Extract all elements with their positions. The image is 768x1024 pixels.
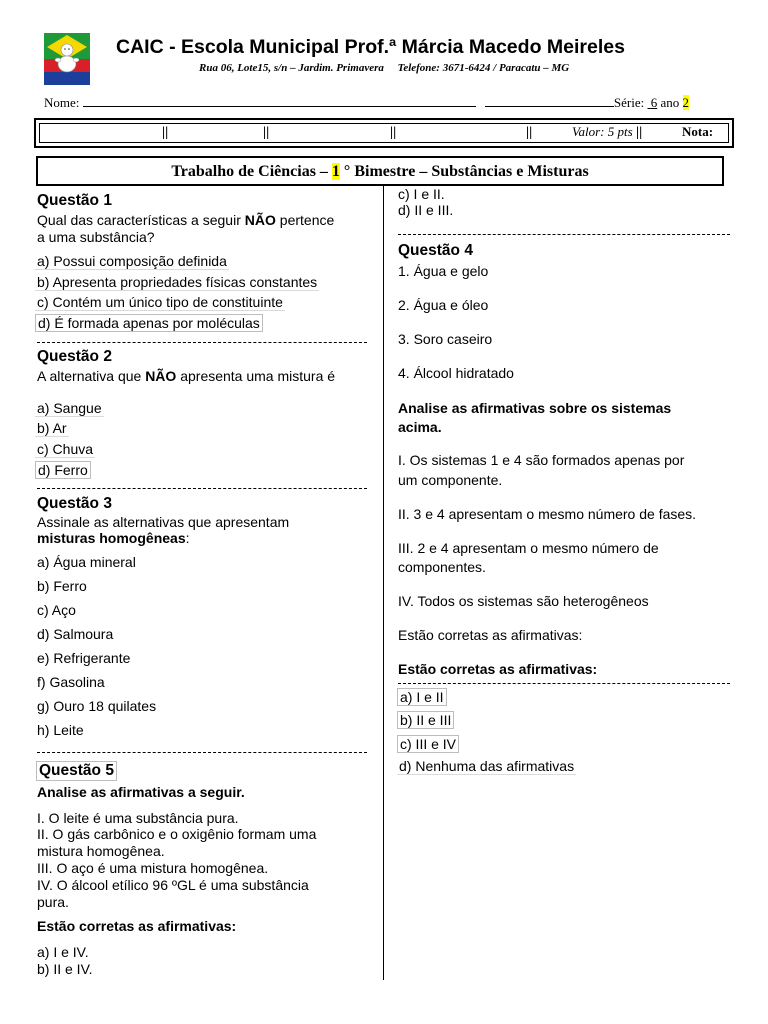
serie-value: 6	[650, 95, 658, 110]
q2-heading: Questão 2	[37, 348, 112, 365]
q3-option-a[interactable]: a) Água mineral	[37, 554, 136, 570]
q3-option-b[interactable]: b) Ferro	[37, 578, 87, 594]
q2-option-d[interactable]: d) Ferro	[35, 461, 91, 479]
school-name: CAIC - Escola Municipal Prof.ª Márcia Macedo Meireles	[116, 36, 625, 58]
title-box	[36, 156, 724, 186]
q4-system: 3. Soro caseiro	[398, 331, 493, 347]
q3-stem-line2: misturas homogêneas:	[37, 530, 190, 546]
field-separator: ||	[162, 125, 169, 140]
valor-label: Valor: 5 pts	[572, 124, 633, 139]
serie-label: Série:	[613, 95, 645, 110]
q3-option-c[interactable]: c) Aço	[37, 602, 76, 618]
q5-statement: pura.	[37, 894, 69, 910]
info-bar	[34, 118, 734, 148]
q5-statement: III. O aço é uma mistura homogênea.	[37, 860, 269, 876]
q2-option-b[interactable]: b) Ar	[37, 420, 67, 436]
field-separator: ||	[636, 125, 643, 140]
q4-option-c[interactable]: c) III e IV	[397, 735, 459, 753]
nota-label: Nota:	[682, 124, 714, 139]
logo-child-head	[61, 44, 73, 56]
q4-option-d[interactable]: d) Nenhuma das afirmativas	[399, 758, 575, 774]
q1-heading: Questão 1	[37, 192, 112, 209]
q3-option-f[interactable]: f) Gasolina	[37, 674, 105, 690]
logo-child-body	[58, 56, 76, 72]
title-part2: ° Bimestre – Substâncias e Misturas	[343, 163, 589, 180]
q1-stem: Qual das características a seguir NÃO pertence	[37, 212, 335, 228]
q4-prompt-bold: Estão corretas as afirmativas:	[398, 661, 598, 677]
q4-option-b[interactable]: b) II e III	[397, 711, 454, 729]
field-separator: ||	[263, 125, 270, 140]
q5-statement: mistura homogênea.	[37, 843, 165, 859]
q3-option-e[interactable]: e) Refrigerante	[37, 650, 131, 666]
logo-eye-right	[68, 48, 70, 50]
q2-stem: A alternativa que NÃO apresenta uma mistura é	[37, 368, 336, 384]
q4-prompt-plain: Estão corretas as afirmativas:	[398, 627, 583, 643]
logo-blue-band	[44, 72, 90, 85]
divider-line	[398, 683, 730, 684]
q1-option-d[interactable]: d) É formada apenas por moléculas	[35, 314, 263, 332]
divider-line	[398, 234, 730, 235]
q4-system: 1. Água e gelo	[398, 263, 489, 279]
q5-heading: Questão 5	[36, 761, 117, 781]
logo-child-arm-right	[73, 58, 79, 62]
field-separator: ||	[390, 125, 397, 140]
q1-option-a[interactable]: a) Possui composição definida	[37, 253, 227, 269]
q4-option-a[interactable]: a) I e II	[397, 688, 447, 706]
field-separator: ||	[526, 125, 533, 140]
school-address: Rua 06, Lote15, s/n – Jardim. Primavera Telefone: 3671-6424 / Paracatu – MG	[199, 62, 570, 74]
q1-option-b[interactable]: b) Apresenta propriedades físicas constantes	[37, 274, 318, 290]
divider-line	[37, 752, 367, 753]
q4-heading: Questão 4	[398, 242, 473, 259]
q5-option-b[interactable]: b) II e IV.	[37, 961, 93, 977]
logo-eye-left	[64, 48, 66, 50]
column-divider	[383, 186, 384, 980]
divider-line	[37, 342, 367, 343]
q5-statement: II. O gás carbônico e o oxigênio formam uma	[37, 826, 317, 842]
q2-option-a[interactable]: a) Sangue	[37, 400, 102, 416]
q3-option-h[interactable]: h) Leite	[37, 722, 84, 738]
extra-input-line[interactable]	[485, 94, 614, 107]
q4-system: 2. Água e óleo	[398, 297, 489, 313]
q4-system: 4. Álcool hidratado	[398, 365, 514, 381]
q4-statement: IV. Todos os sistemas são heterogêneos	[398, 593, 649, 609]
q3-stem: Assinale as alternativas que apresentam	[37, 514, 290, 530]
divider-line	[37, 488, 367, 489]
q3-option-g[interactable]: g) Ouro 18 quilates	[37, 698, 157, 714]
q4-intro: Analise as afirmativas sobre os sistemas	[398, 400, 672, 416]
q3-heading: Questão 3	[37, 495, 112, 512]
q5-statement: I. O leite é uma substância pura.	[37, 810, 239, 826]
q4-statement: III. 2 e 4 apresentam o mesmo número de	[398, 540, 659, 556]
title-part1: Trabalho de Ciências –	[171, 163, 328, 180]
q5-option-a[interactable]: a) I e IV.	[37, 944, 89, 960]
q2-option-c[interactable]: c) Chuva	[37, 441, 94, 457]
q4-statement: um componente.	[398, 472, 503, 488]
q3-option-d[interactable]: d) Salmoura	[37, 626, 114, 642]
q5-option-c[interactable]: c) I e II.	[398, 186, 445, 202]
school-logo	[44, 33, 90, 85]
name-input-line[interactable]	[83, 94, 476, 107]
q4-statement: II. 3 e 4 apresentam o mesmo número de fases.	[398, 506, 697, 522]
page-title	[38, 163, 722, 181]
q4-statement: componentes.	[398, 559, 486, 575]
ano-label: ano	[660, 95, 680, 110]
q1-option-c[interactable]: c) Contém um único tipo de constituinte	[37, 294, 283, 310]
ano-value: 2	[682, 95, 689, 110]
q5-option-d[interactable]: d) II e III.	[398, 202, 454, 218]
title-bimestre-number: 1	[331, 163, 340, 180]
q5-intro: Analise as afirmativas a seguir.	[37, 784, 245, 800]
q5-prompt: Estão corretas as afirmativas:	[37, 918, 237, 934]
q5-statement: IV. O álcool etílico 96 ºGL é uma substância	[37, 877, 309, 893]
q4-statement: I. Os sistemas 1 e 4 são formados apenas por	[398, 452, 685, 468]
student-name-line	[44, 94, 689, 111]
name-label: Nome:	[44, 95, 80, 110]
q1-stem-line2: a uma substância?	[37, 229, 155, 245]
logo-child-arm-left	[55, 58, 61, 62]
q4-intro-line2: acima.	[398, 419, 442, 435]
